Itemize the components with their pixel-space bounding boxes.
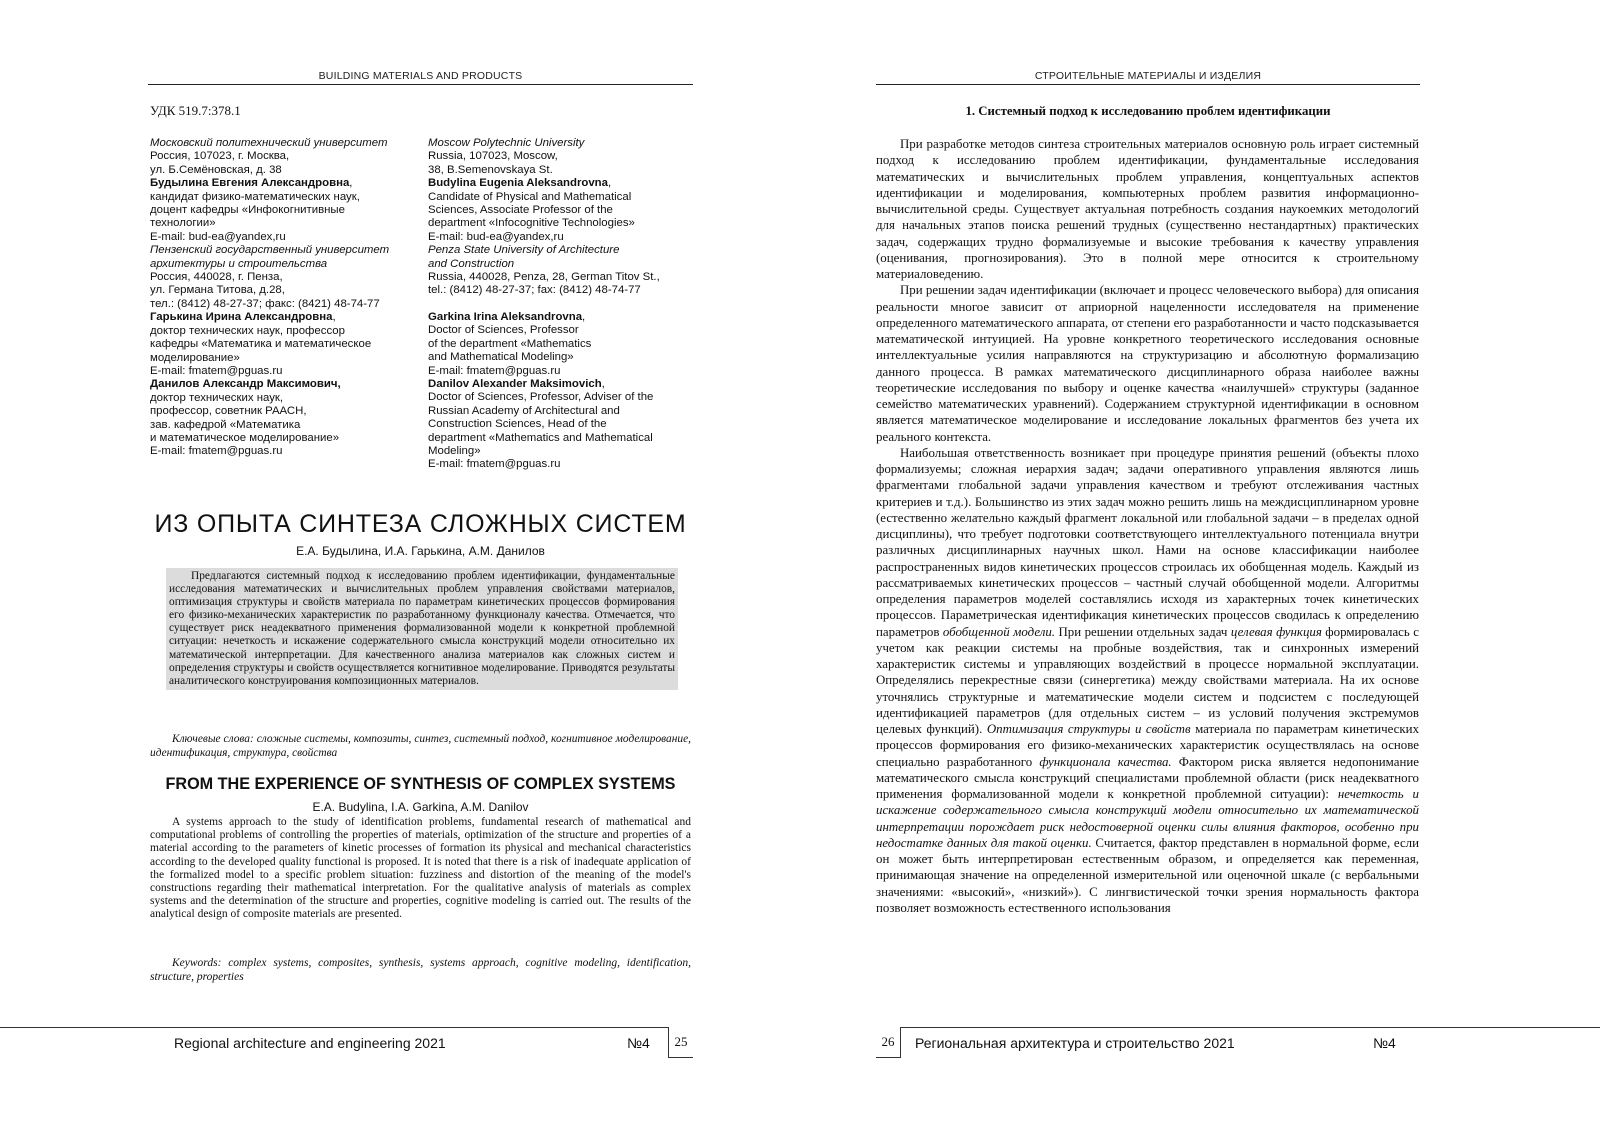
addr-ru-2b: ул. Германа Титова, д.28, bbox=[150, 284, 285, 297]
author-en-3-l5: Modeling» bbox=[428, 444, 481, 457]
author-en-2-name: Garkina Irina Aleksandrovna bbox=[428, 310, 583, 323]
author-ru-1: Будылина Евгения Александровна, bbox=[150, 177, 353, 190]
p3-em-2: целевая функция bbox=[1230, 624, 1322, 639]
author-ru-3-email: E-mail: fmatem@pguas.ru bbox=[150, 445, 283, 458]
p3-em-4: функционала качества. bbox=[1039, 754, 1172, 769]
author-en-2-l2: of the department «Mathematics bbox=[428, 337, 592, 350]
addr-ru-2a: Россия, 440028, г. Пенза, bbox=[150, 271, 283, 284]
org-en-2a: Penza State University of Architecture bbox=[428, 244, 620, 257]
footer-rule-left bbox=[0, 1027, 668, 1028]
author-ru-2-name: Гарькина Ирина Александровна bbox=[150, 311, 333, 324]
p3-text-e: Фактором риска является недопонимание математического смысла конструкций специалистами проблемной области (риск неадекватного применения формализованной модели к конкретной проблемной ситуации): bbox=[876, 754, 1419, 801]
affiliations-ru bbox=[150, 137, 420, 459]
paragraph-2: При решении задач идентификации (включает и процесс человеческого выбора) для описания реальности многое зависит от априорной нацеленности исследователя на применение определенного математического аппарата, от степени его разработанности и часто подсказывается математической интуицией. На уровне конкретного теоретического исследования основные интеллектуальные усилия направляются на структуризацию и абсолютную формализацию данного процесса. В рамках математического дисциплинарного образа наиболее важны теоретические исследования по выбору и оценке качества «наилучшей» структуры (заданное семейство математических уравнений). Содержанием структурной идентификации в основном является математическое моделирование и исследование локальных фрагментов без учета их реального контекста. bbox=[876, 283, 1419, 444]
article-title-en: FROM THE EXPERIENCE OF SYNTHESIS OF COMPLEX SYSTEMS bbox=[165, 775, 676, 793]
udk-code: УДК 519.7:378.1 bbox=[150, 103, 241, 118]
addr-ru-1b: ул. Б.Семёновская, д. 38 bbox=[150, 163, 282, 176]
addr-ru-2c: тел.: (8412) 48-27-37; факс: (8421) 48-74-77 bbox=[150, 297, 380, 310]
org-en-1: Moscow Polytechnic University bbox=[428, 137, 585, 149]
author-en-1-l3: department «Infocognitive Technologies» bbox=[428, 217, 635, 230]
footer-journal-left: Regional architecture and engineering 2021 bbox=[174, 1035, 446, 1051]
page-number-right: 26 bbox=[876, 1027, 901, 1058]
paragraph-3 bbox=[876, 445, 1419, 916]
p3-text-d: материала по параметрам кинетических процессов формирования его физико-механических характеристик осуществлялась на основе специально разработанного bbox=[876, 722, 1420, 769]
author-en-1-l1: Candidate of Physical and Mathematical bbox=[428, 190, 632, 203]
author-en-2-l3: and Mathematical Modeling» bbox=[428, 351, 574, 364]
addr-en-1b: 38, B.Semenovskaya St. bbox=[428, 163, 553, 176]
author-ru-2-l1: доктор технических наук, профессор bbox=[150, 324, 345, 337]
authors-ru: Е.А. Будылина, И.А. Гарькина, А.М. Данилов bbox=[296, 544, 545, 558]
body-text bbox=[876, 136, 1419, 916]
abstract-ru: Предлагаются системный подход к исследованию проблем идентификации, фундаментальные исследования математических и вычислительных проблем управления свойствами материалов, оптимизация структуры и свойств материала по параметрам кинетических процессов формирования его физико-механических характеристик по разработанному функционалу качества. Отмечается, что существует риск неадекватного применения формализованной модели к конкретной проблемной ситуации: нечеткость и искажение содержательного смысла конструкций модели относительно их математической интерпретации. Для качественного анализа материалов как сложных систем и определения структуры и свойств осуществляется когнитивное моделирование. Приводятся результаты аналитического конструирования композиционных материалов. bbox=[166, 568, 678, 690]
section-title: 1. Системный подход к исследованию проблем идентификации bbox=[965, 104, 1331, 118]
author-en-3-name: Danilov Alexander Maksimovich bbox=[428, 377, 602, 390]
author-en-3-l3: Construction Sciences, Head of the bbox=[428, 418, 607, 431]
author-en-3-l2: Russian Academy of Architectural and bbox=[428, 404, 620, 417]
author-ru-1-l3: технологии» bbox=[150, 217, 216, 230]
author-en-2-l1: Doctor of Sciences, Professor bbox=[428, 324, 579, 337]
author-en-2: Garkina Irina Aleksandrovna, bbox=[428, 310, 586, 323]
p3-em-5: нечеткость и искажение содержательного смысла конструкций модели относительно их математической интерпретации порождает риск недостоверной оценки силы влияния факторов, особенно при недостатке данных для такой оценки. bbox=[876, 787, 1419, 850]
author-ru-1-name: Будылина Евгения Александровна bbox=[150, 177, 350, 190]
author-ru-3-name: Данилов Александр Максимович, bbox=[150, 378, 341, 391]
p3-text-f: Считается, фактор представлен в нормальной форме, если он может быть интерпретирован естественным образом, и определяется как переменная, принимающая значение на определенной измерительной или оценочной шкале (с вербальными значениями: «высокий», «низкий»). С лингвистической точки зрения нормальность фактора позволяет возможность естественного использования bbox=[876, 835, 1420, 915]
footer-journal-right: Региональная архитектура и строительство 2021 bbox=[915, 1035, 1235, 1051]
footer-issue-right: №4 bbox=[1373, 1035, 1396, 1051]
footer-rule-right bbox=[900, 1027, 1600, 1028]
addr-en-1a: Russia, 107023, Moscow, bbox=[428, 150, 558, 163]
org-ru-1: Московский политехнический университет bbox=[150, 137, 388, 149]
author-en-3: Danilov Alexander Maksimovich, bbox=[428, 377, 605, 390]
addr-en-2a: Russia, 440028, Penza, 28, German Titov St., bbox=[428, 271, 660, 284]
author-ru-2-l3: моделирование» bbox=[150, 351, 240, 364]
keywords-en: Keywords: complex systems, composites, synthesis, systems approach, cognitive modeling, identification, structure, properties bbox=[150, 957, 691, 983]
author-ru-3-l3: зав. кафедрой «Математика bbox=[150, 418, 301, 431]
author-en-3-l4: department «Mathematics and Mathematical bbox=[428, 431, 653, 444]
author-ru-2-l2: кафедры «Математика и математическое bbox=[150, 338, 372, 351]
page-number-left: 25 bbox=[668, 1027, 693, 1058]
author-ru-2: Гарькина Ирина Александровна, bbox=[150, 311, 336, 324]
author-en-3-email: E-mail: fmatem@pguas.ru bbox=[428, 458, 561, 471]
author-en-1-name: Budylina Eugenia Aleksandrovna bbox=[428, 177, 608, 190]
org-ru-2a: Пензенский государственный университет bbox=[150, 244, 390, 257]
running-head-left: BUILDING MATERIALS AND PRODUCTS bbox=[148, 70, 693, 85]
author-en-2-email: E-mail: fmatem@pguas.ru bbox=[428, 364, 561, 377]
author-en-1-email: E-mail: bud-ea@yandex,ru bbox=[428, 230, 564, 243]
author-en-3-l1: Doctor of Sciences, Professor, Adviser of the bbox=[428, 391, 654, 404]
p3-text-b: При решении отдельных задач bbox=[1055, 624, 1231, 639]
authors-en: E.A. Budylina, I.A. Garkina, A.M. Danilov bbox=[312, 800, 529, 814]
p3-text-a: Наибольшая ответственность возникает при процедуре принятия решений (объекты плохо формализуемы; сложная иерархия задач; задачи оперативного управления являются лишь фрагментами глобальной задачи управления качеством и требуют отслеживания частных критериев и т.д.). Большинство из этих задач можно решить лишь на междисциплинарном уровне (естественно желательно каждый фрагмент локальной или глобальной задачи – в пределах одной дисциплины), что требует подготовки соответствующего интеллектуального потенциала внутри различных дисциплинарных научных школ. Нами на основе классификации наиболее распространенных видов кинетических процессов строилась их обобщенная модель. Каждый из рассматриваемых кинетических процессов – частный случай обобщенной модели. Алгоритмы определения параметров моделей составлялись исходя из характерных точек кинетических процессов. Параметрическая идентификация кинетических процессов сводилась к определению параметров bbox=[876, 445, 1419, 639]
author-ru-3-l4: и математическое моделирование» bbox=[150, 431, 340, 444]
author-ru-2-email: E-mail: fmatem@pguas.ru bbox=[150, 364, 283, 377]
p3-em-1: обобщенной модели. bbox=[942, 624, 1056, 639]
running-head-right: СТРОИТЕЛЬНЫЕ МАТЕРИАЛЫ И ИЗДЕЛИЯ bbox=[876, 70, 1420, 85]
org-ru-2b: архитектуры и строительства bbox=[150, 257, 328, 270]
article-title-ru: ИЗ ОПЫТА СИНТЕЗА СЛОЖНЫХ СИСТЕМ bbox=[154, 510, 687, 538]
p3-text-c: формировалась с учетом как реакции системы на пробные воздействия, так и синхронных измерений характеристик системы и управляющих воздействий в процессе нормальной эксплуатации. Определялись перекрестные связи (синергетика) между свойствами материала. На их основе уточнялись структурные и математические модели систем и подсистем с последующей идентификацией параметров (для отдельных систем – из условий получения экстремумов целевых функций). bbox=[876, 624, 1419, 736]
author-ru-1-l2: доцент кафедры «Инфокогнитивные bbox=[150, 204, 345, 217]
addr-en-2b: tel.: (8412) 48-27-37; fax: (8412) 48-74-77 bbox=[428, 284, 641, 297]
abstract-en: A systems approach to the study of identification problems, fundamental research of mathematical and computational problems of controlling the properties of materials, optimization of the structure and properties of a material according to the parameters of kinetic processes of formation its physical and mechanical characteristics according to the developed quality functional is proposed. It is noted that there is a risk of inadequate application of the formalized model to a specific problem situation: fuzziness and distortion of the meaning of the model's constructions regarding their mathematical interpretation. For the qualitative analysis of materials as complex systems and the determination of the structure and properties, cognitive modeling is carried out. The results of the analytical design of composite materials are presented. bbox=[150, 816, 691, 921]
paragraph-1: При разработке методов синтеза строительных материалов основную роль играет системный подход к исследованию проблем идентификации, фундаментальные исследования математических и вычислительных проблем управления, концептуальных аспектов идентификации и моделирования, компьютерных проблем развития информационно-вычислительной среды. Существует актуальная потребность создания наукоемких методологий для начальных этапов поиска решений трудных (существенно нестандартных) практических задач, содержащих трудно формализуемые и высокие требования к качеству управления (оценивания, прогнозирования). Это в полной мере относится к строительному материаловедению. bbox=[876, 137, 1419, 281]
author-ru-1-l1: кандидат физико-математических наук, bbox=[150, 190, 360, 203]
author-ru-3-l1: доктор технических наук, bbox=[150, 391, 284, 404]
author-en-1-l2: Sciences, Associate Professor of the bbox=[428, 204, 613, 217]
org-en-2b: and Construction bbox=[428, 257, 515, 270]
addr-ru-1a: Россия, 107023, г. Москва, bbox=[150, 150, 290, 163]
footer-issue-left: №4 bbox=[627, 1035, 650, 1051]
author-en-1: Budylina Eugenia Aleksandrovna, bbox=[428, 177, 612, 190]
author-ru-3-l2: профессор, советник РААСН, bbox=[150, 405, 307, 418]
right-page bbox=[800, 0, 1600, 1132]
affiliations-en bbox=[428, 137, 698, 472]
keywords-ru: Ключевые слова: сложные системы, композиты, синтез, системный подход, когнитивное моделирование, идентификация, структура, свойства bbox=[150, 733, 691, 759]
author-ru-1-email: E-mail: bud-ea@yandex,ru bbox=[150, 230, 286, 243]
p3-em-3: Оптимизация структуры и свойств bbox=[986, 722, 1191, 736]
spacer bbox=[428, 298, 698, 311]
